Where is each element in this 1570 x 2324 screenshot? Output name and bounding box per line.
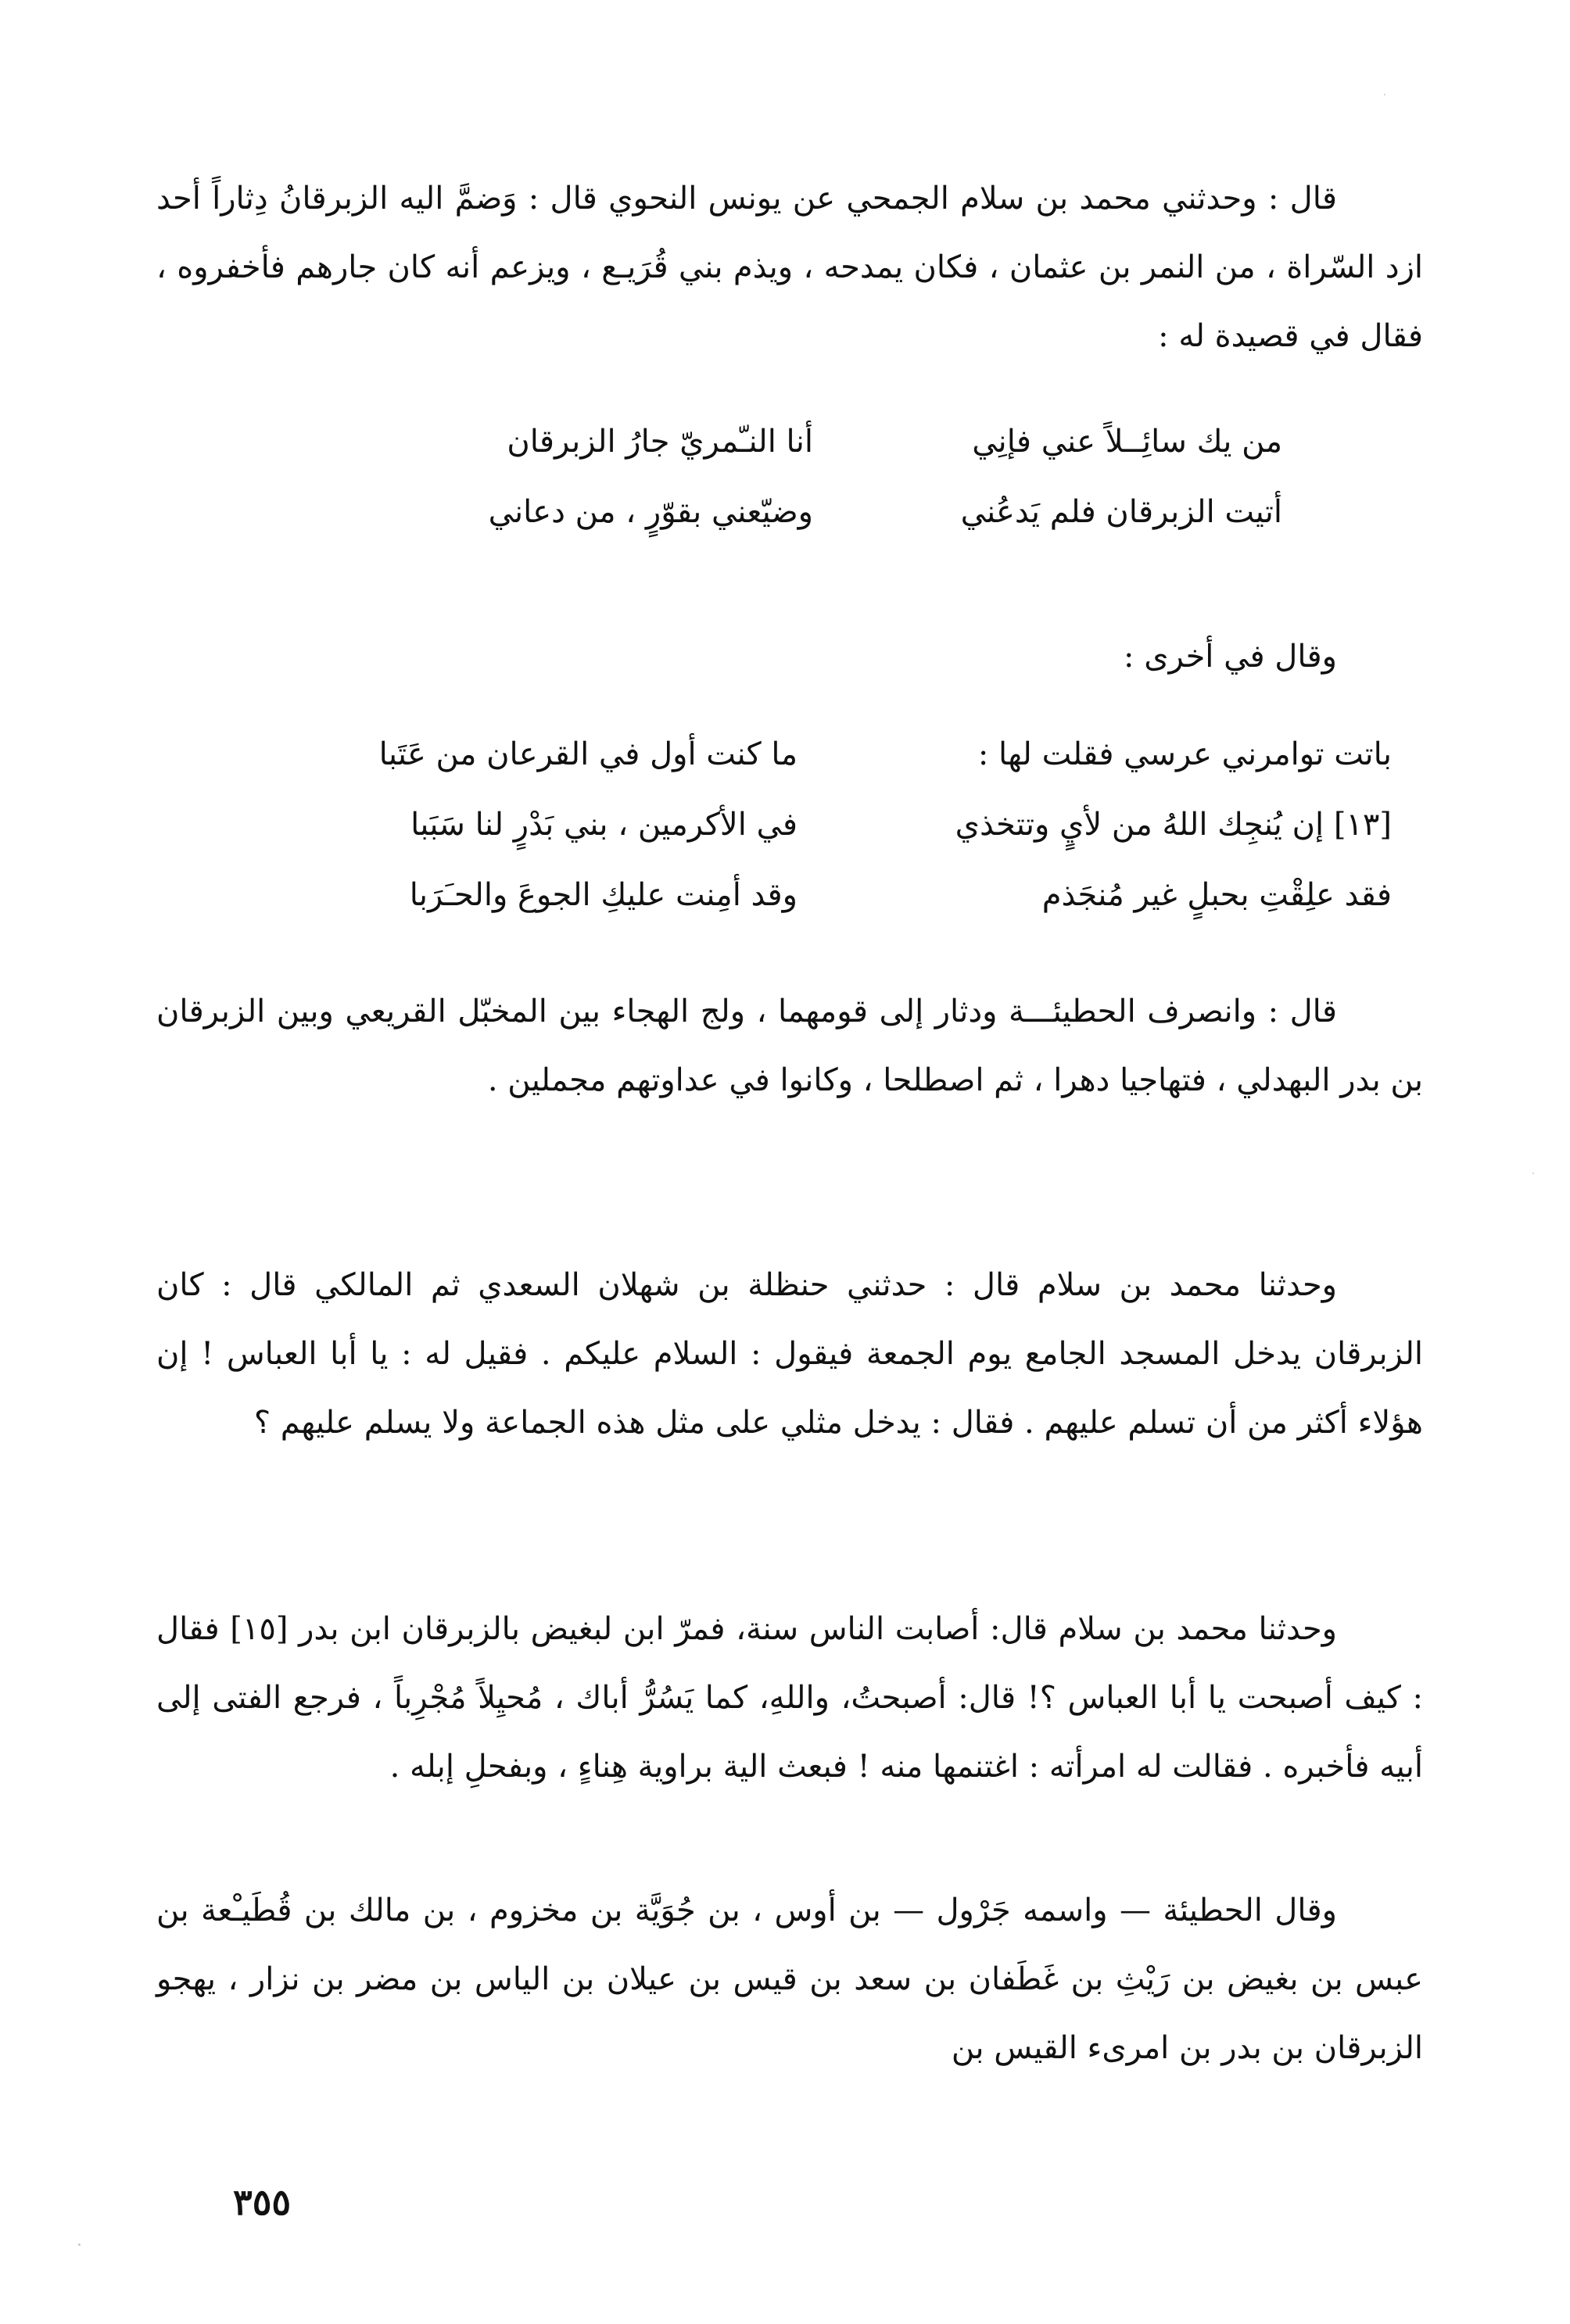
paragraph-1 xyxy=(156,164,1423,371)
page-number: ٣٥٥ xyxy=(233,2181,292,2223)
verse xyxy=(156,406,1423,477)
scan-speck xyxy=(78,2243,81,2246)
hemistich-first: أتيت الزبرقان فلم يَدعُني xyxy=(960,494,1282,530)
paragraph-4 xyxy=(156,1251,1423,1457)
hemistich-first: باتت توامرني عرسي فقلت لها : xyxy=(977,736,1392,772)
hemistich-second: وضيّعني بقوّرٍ ، من دعاني xyxy=(488,494,813,530)
intro-2: وقال في أخرى : xyxy=(1124,639,1337,675)
verse xyxy=(156,860,1423,930)
paragraph-6-text: وقال الحطيئة — واسمه جَرْول — بن أوس ، بن جُوَيَّة بن مخزوم ، بن مالك بن قُطَيـْعة بن عبس بن بغيض بن رَيْثِ بن غَطَفان بن سعد بن قيس بن عيلان بن الياس بن مضر بن نزار ، يهجو الزبرقان بن بدر بن امرىء القيس بن xyxy=(156,1893,1423,2066)
verse xyxy=(156,477,1423,547)
hemistich-first: من يك سائِــلاً عني فإنِي xyxy=(972,424,1282,460)
scan-speck xyxy=(1532,1173,1534,1174)
hemistich-second: في الأكرمين ، بني بَدْرٍ لنا سَبَبا xyxy=(410,807,798,843)
hemistich-second: ما كنت أول في القرعان من عَتَبا xyxy=(378,736,798,772)
hemistich-first: [١٣] إن يُنجِك اللهُ من لأيٍ وتتخذي xyxy=(955,807,1392,843)
paragraph-6 xyxy=(156,1876,1423,2082)
poem-1 xyxy=(156,406,1423,547)
hemistich-first: فقد علِقْتِ بحبلٍ غير مُنجَذم xyxy=(1041,877,1392,913)
poem-2 xyxy=(156,719,1423,930)
verse xyxy=(156,790,1423,860)
paragraph-3 xyxy=(156,977,1423,1115)
paragraph-1-text: قال : وحدثني محمد بن سلام الجمحي عن يونس النحوي قال : وَضمَّ اليه الزبرقانُ دِثاراً أحد ازد السّراة ، من النمر بن عثمان ، فكان يمدحه ، ويذم بني قُرَيـع ، ويزعم أنه كان جارهم فأخفروه ، فقال في قصيدة له : xyxy=(156,181,1423,354)
verse xyxy=(156,719,1423,790)
hemistich-second: أنا النـّمريّ جارُ الزبرقان xyxy=(507,424,813,460)
paragraph-5 xyxy=(156,1595,1423,1801)
scan-speck xyxy=(1384,94,1385,95)
paragraph-4-text: وحدثنا محمد بن سلام قال : حدثني حنظلة بن شهلان السعدي ثم المالكي قال : كان الزبرقان يدخل المسجد الجامع يوم الجمعة فيقول : السلام عليكم . فقيل له : يا أبا العباس ! إن هؤلاء أكثر من أن تسلم عليهم . فقال : يدخل مثلي على مثل هذه الجماعة ولا يسلم عليهم ؟ xyxy=(156,1267,1424,1441)
hemistich-second: وقد أمِنت عليكِ الجوعَ والحـَرَبا xyxy=(409,877,798,913)
paragraph-5-text: وحدثنا محمد بن سلام قال: أصابت الناس سنة، فمرّ ابن لبغيض بالزبرقان ابن بدر [١٥] فقال : كيف أصبحت يا أبا العباس ؟! قال: أصبحتُ، واللهِ، كما يَسُرُّ أباك ، مُحيِلاً مُجْرِباً ، فرجع الفتى إلى أبيه فأخبره . فقالت له امرأته : اغتنمها منه ! فبعث الية براوية هِناءٍ ، وبفحلِ إبله . xyxy=(156,1611,1423,1785)
paragraph-3-text: قال : وانصرف الحطيئـــة ودثار إلى قومهما ، ولج الهجاء بين المخبّل القريعي وبين الزبرقان بن بدر البهدلي ، فتهاجيا دهرا ، ثم اصطلحا ، وكانوا في عداوتهم مجملين . xyxy=(156,994,1423,1098)
